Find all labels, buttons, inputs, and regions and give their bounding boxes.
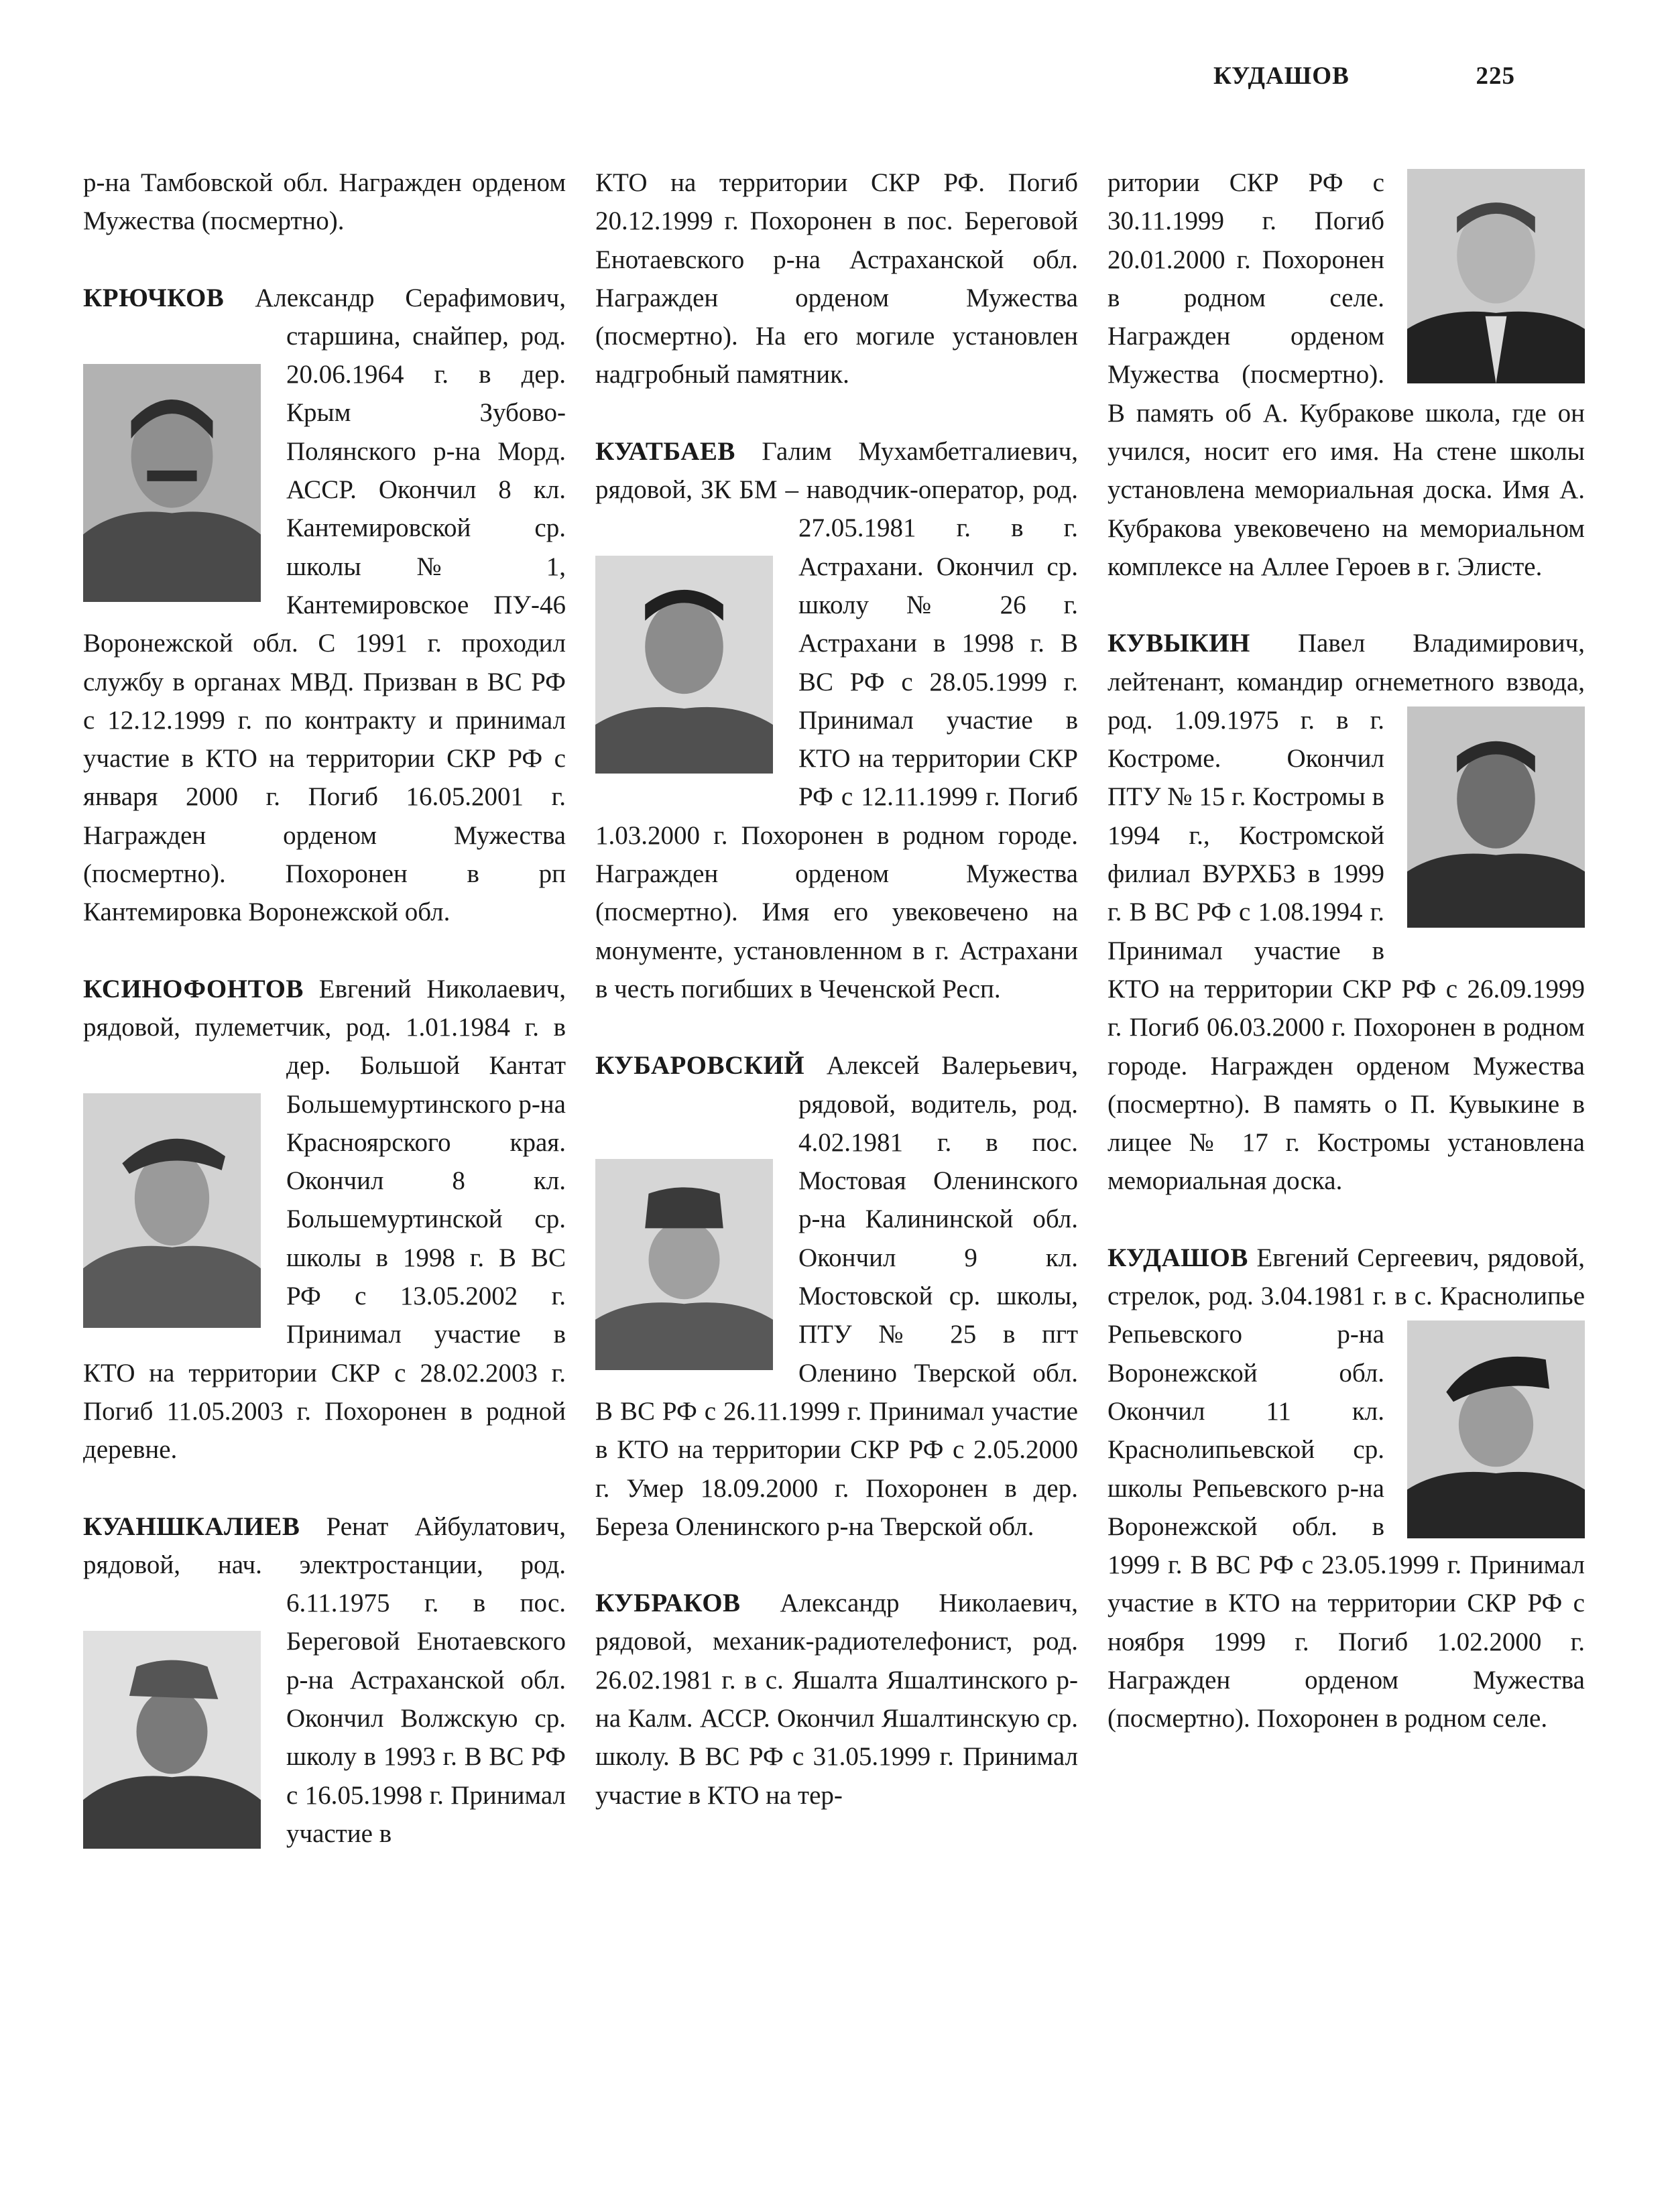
running-title: КУДАШОВ xyxy=(1213,62,1350,90)
entry-intro: Александр Серафимович, старшина, снайпер, род. xyxy=(255,283,566,351)
entry-kubrakov xyxy=(595,1584,1078,1815)
entry-intro: Галим Мухамбетгалиевич, рядовой, ЗК БМ – наводчик-оператор, xyxy=(595,436,1078,505)
entry-body: 20.06.1964 г. в дер. Крым Зубово-Полянского р-на Морд. АССР. Окончил 8 кл. Кантемировской ср. школы № 1, Кантемировское ПУ-46 Воронежской обл. С 1991 г. проходил службу в органах МВД. Призван в ВС РФ с 12.12.1999 г. по контракту и принимал участие в КТО на территории СКР РФ с января 2000 г. Погиб 16.05.2001 г. Награжден орденом Мужества (посмертно). Похоронен в рп Кантемировка Воронежской обл. xyxy=(83,360,566,927)
entry-intro: Павел Владимирович, лейтенант, командир огнеметного взвода, род. xyxy=(1108,629,1585,735)
entry-body: Береговой Енотаевского р-на Астраханской обл. Окончил Волжскую ср. школу в 1993 г. В ВС РФ с 16.05.1998 г. Принимал участие в xyxy=(286,1627,566,1848)
entry-intro: Александр Николаевич, рядовой, механик-радиотелефонист, род. 26.02.1981 г. в с. Яшалта Яшалтинского р-на Калм. АССР. Окончил Яшалтинскую ср. школу. В ВС РФ с 31.05.1999 г. Принимал участие в КТО на тер- xyxy=(595,1589,1078,1810)
entry-body: в с. Краснолипье Репьевского р-на Воронежской обл. Окончил 11 кл. Краснолипьевской ср. школы Репьевского р-на Воронежской обл. в 1999 г. В ВС РФ с 23.05.1999 г. Принимал участие в КТО на территории СКР РФ с ноября 1999 г. Погиб 1.02.2000 г. Награжден орденом Мужества (посмертно). Похоронен в родном селе. xyxy=(1108,1282,1585,1733)
portrait-photo xyxy=(1407,1320,1585,1538)
entry-body: 1.09.1975 г. в г. Костроме. Окончил ПТУ № 15 г. Костромы в 1994 г., Костромской филиал ВУРХБЗ в 1999 г. В ВС РФ с 1.08.1994 г. Принимал участие в КТО на территории СКР РФ с 26.09.1999 г. Погиб 06.03.2000 г. Похоронен в родном городе. Награжден орденом Мужества (посмертно). В память о П. Кувыкине в лицее № 17 г. Костромы установлена мемориальная доска. xyxy=(1108,705,1585,1196)
entry-kudashov xyxy=(1108,1239,1585,1738)
entry-surname: КУБРАКОВ xyxy=(595,1589,741,1618)
entry-intro: Ренат Айбулатович, рядовой, нач. электростанции, род. 6.11.1975 г. в пос. xyxy=(83,1512,566,1618)
entry-body: 4.02.1981 г. в пос. Мостовая Оленинского р-на Калининской обл. Окончил 9 кл. Мостовской ср. школы, ПТУ № 25 в пгт Оленино Тверской обл. В ВС РФ с 26.11.1999 г. Принимал участие в КТО на территории СКР РФ с 2.05.2000 г. Умер 18.09.2000 г. Похоронен в дер. Береза Оленинского р-на Тверской обл. xyxy=(595,1127,1078,1541)
entry-surname: КРЮЧКОВ xyxy=(83,283,225,312)
entry-surname: КУБАРОВСКИЙ xyxy=(595,1051,805,1081)
entry-intro: Алексей Валерьевич, рядовой, водитель, род. xyxy=(798,1051,1078,1119)
entry-kryuchkov xyxy=(83,279,566,932)
entry-ksinofontov xyxy=(83,970,566,1469)
portrait-photo xyxy=(1407,706,1585,928)
entry-body: 1.01.1984 г. в дер. Большой Кантат Большемуртинского р-на Красноярского края. Окончил 8 кл. Большемуртинской ср. школы в 1998 г. В ВС РФ с 13.05.2002 г. Принимал участие в КТО на территории СКР с 28.02.2003 г. Погиб 11.05.2003 г. Похоронен в родной деревне. xyxy=(83,1012,566,1465)
entry-kuanshkaliev xyxy=(83,1508,566,1853)
entry-body: род. 27.05.1981 г. в г. Астрахани. Окончил ср. школу № 26 г. Астрахани в 1998 г. В ВС РФ с 28.05.1999 г. Принимал участие в КТО на территории СКР РФ с 12.11.1999 г. Погиб 1.03.2000 г. Похоронен в родном городе. Награжден орденом Мужества (посмертно). Имя его увековечено на монументе, установленном в г. Астрахани в честь погибших в Чеченской Респ. xyxy=(595,475,1078,1003)
entry-intro: Евгений Сергеевич, рядовой, стрелок, род. 3.04.1981 г. xyxy=(1108,1243,1585,1311)
column-middle xyxy=(595,164,1078,1853)
entry-kubarovskiy xyxy=(595,1046,1078,1546)
entry-kuvykin xyxy=(1108,624,1585,1200)
column-left xyxy=(83,164,566,1891)
entry-kuatbaev xyxy=(595,432,1078,1008)
continuation-text: КТО на территории СКР РФ. Погиб 20.12.1999 г. Похоронен в пос. Береговой Енотаевского р-на Астраханской обл. Награжден орденом Мужества (посмертно). На его могиле установлен надгробный памятник. xyxy=(595,168,1078,389)
entry-intro: Евгений Николаевич, рядовой, пулеметчик, род. xyxy=(83,974,566,1042)
portrait-photo xyxy=(1407,169,1585,383)
portrait-photo xyxy=(595,556,773,774)
column-right xyxy=(1108,164,1585,1776)
entry-surname: КУДАШОВ xyxy=(1108,1243,1248,1272)
continuation-text xyxy=(1108,164,1585,586)
portrait-photo xyxy=(83,1093,261,1328)
entry-surname: КУАНШКАЛИЕВ xyxy=(83,1512,300,1541)
entry-surname: КСИНОФОНТОВ xyxy=(83,974,304,1003)
continuation-text: р-на Тамбовской обл. Награжден орденом Мужества (посмертно). xyxy=(83,168,566,236)
portrait-photo xyxy=(595,1159,773,1370)
page-number: 225 xyxy=(1476,62,1515,90)
entry-surname: КУВЫКИН xyxy=(1108,629,1250,658)
portrait-photo xyxy=(83,364,261,602)
entry-surname: КУАТБАЕВ xyxy=(595,436,735,466)
portrait-photo xyxy=(83,1631,261,1849)
running-header xyxy=(1140,62,1515,95)
continuation-text-body: ритории СКР РФ с 30.11.1999 г. Погиб 20.01.2000 г. Похоронен в родном селе. Награжден орденом Мужества (посмертно). В память об А. Кубракове школа, где он учился, носит его имя. На стене школы установлена мемориальная доска. Имя А. Кубракова увековечено на мемориальном комплексе на Аллее Героев в г. Элисте. xyxy=(1108,168,1585,581)
